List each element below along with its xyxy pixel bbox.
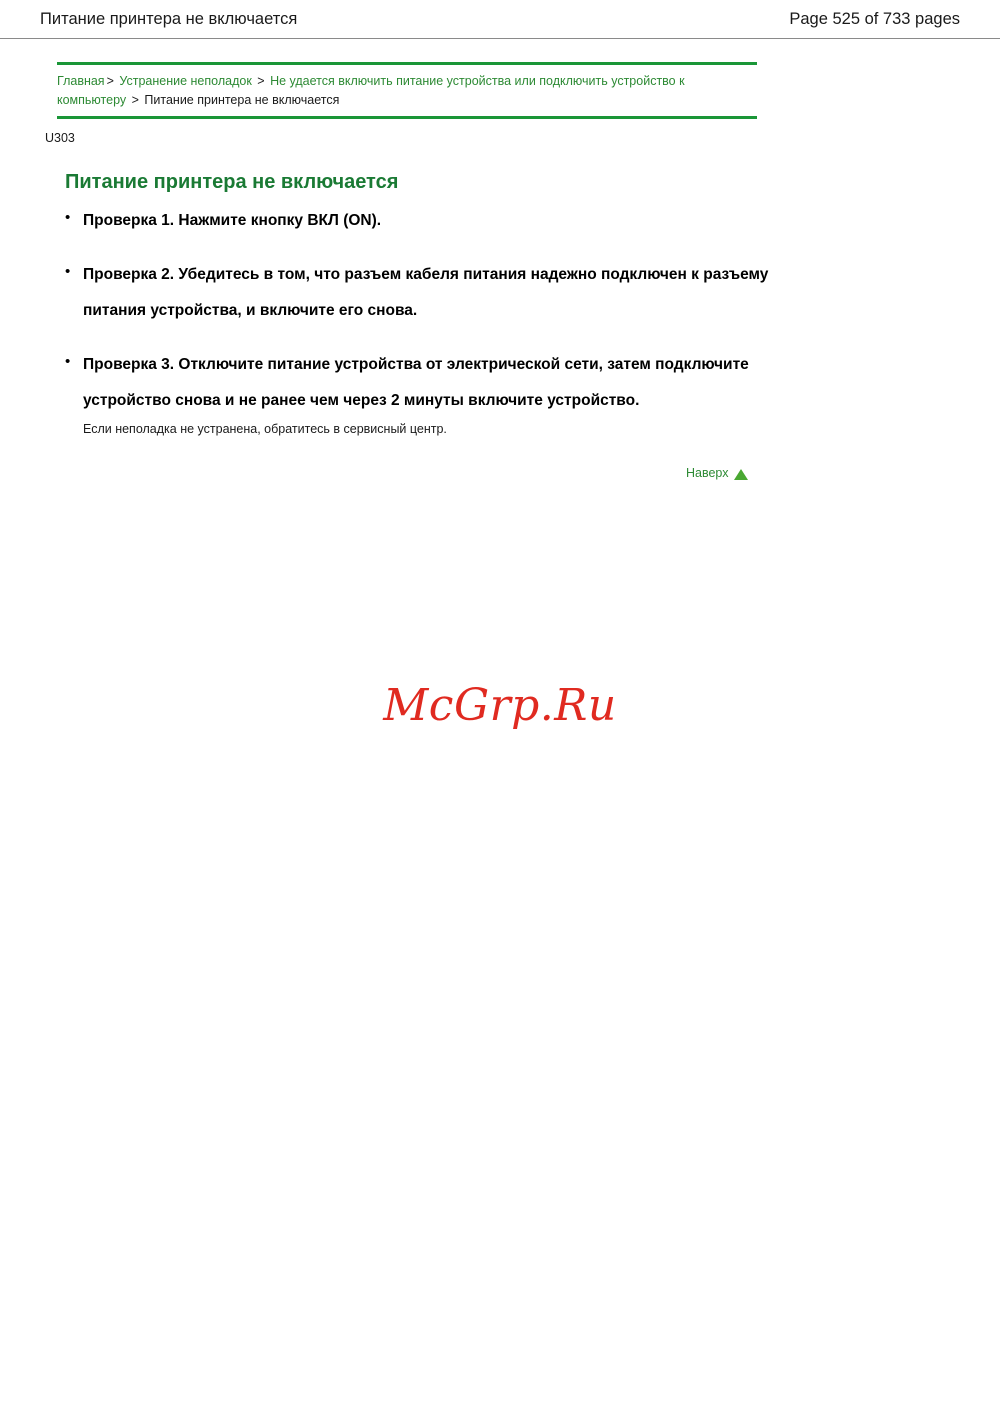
check-heading: Проверка 3. Отключите питание устройства от электрической сети, затем подключите устройство снова и не ранее чем через 2 минуты включите устройство. — [83, 356, 749, 409]
list-item — [65, 347, 825, 438]
breadcrumb-section — [57, 62, 757, 119]
breadcrumb-separator: > — [131, 93, 139, 107]
page-title: Питание принтера не включается — [65, 171, 399, 194]
check-heading: Проверка 1. Нажмите кнопку ВКЛ (ON). — [83, 212, 382, 229]
check-heading: Проверка 2. Убедитесь в том, что разъем кабеля питания надежно подключен к разъему питания устройства, и включите его снова. — [83, 266, 769, 319]
document-id: U303 — [45, 131, 75, 145]
arrow-up-icon — [734, 469, 748, 480]
check-note: Если неполадка не устранена, обратитесь в сервисный центр. — [83, 422, 447, 436]
header-divider — [0, 38, 1000, 39]
breadcrumb-separator: > — [106, 74, 114, 88]
check-body — [83, 203, 825, 239]
back-to-top-label: Наверх — [686, 466, 729, 480]
list-item — [65, 257, 825, 329]
list-item — [65, 203, 825, 239]
breadcrumb-item-home[interactable]: Главная — [57, 74, 105, 88]
page-indicator: Page 525 of 733 pages — [789, 9, 960, 28]
breadcrumb — [57, 65, 757, 116]
check-list — [65, 203, 825, 456]
breadcrumb-bottom-rule — [57, 116, 757, 119]
check-body — [83, 347, 825, 438]
back-to-top-link[interactable] — [686, 466, 748, 480]
breadcrumb-item-current: Питание принтера не включается — [144, 93, 340, 107]
breadcrumb-item-power-connection[interactable]: Не удается включить питание устройства или подключить устройство к компьютеру — [57, 74, 685, 107]
breadcrumb-item-troubleshooting[interactable]: Устранение неполадок — [119, 74, 252, 88]
header-title: Питание принтера не включается — [40, 9, 298, 28]
check-body — [83, 257, 825, 329]
page-header — [0, 0, 1000, 38]
bullet-icon: • — [65, 353, 71, 370]
watermark: McGrp.Ru — [383, 680, 617, 731]
breadcrumb-separator: > — [257, 74, 265, 88]
bullet-icon: • — [65, 209, 71, 226]
bullet-icon: • — [65, 263, 71, 280]
